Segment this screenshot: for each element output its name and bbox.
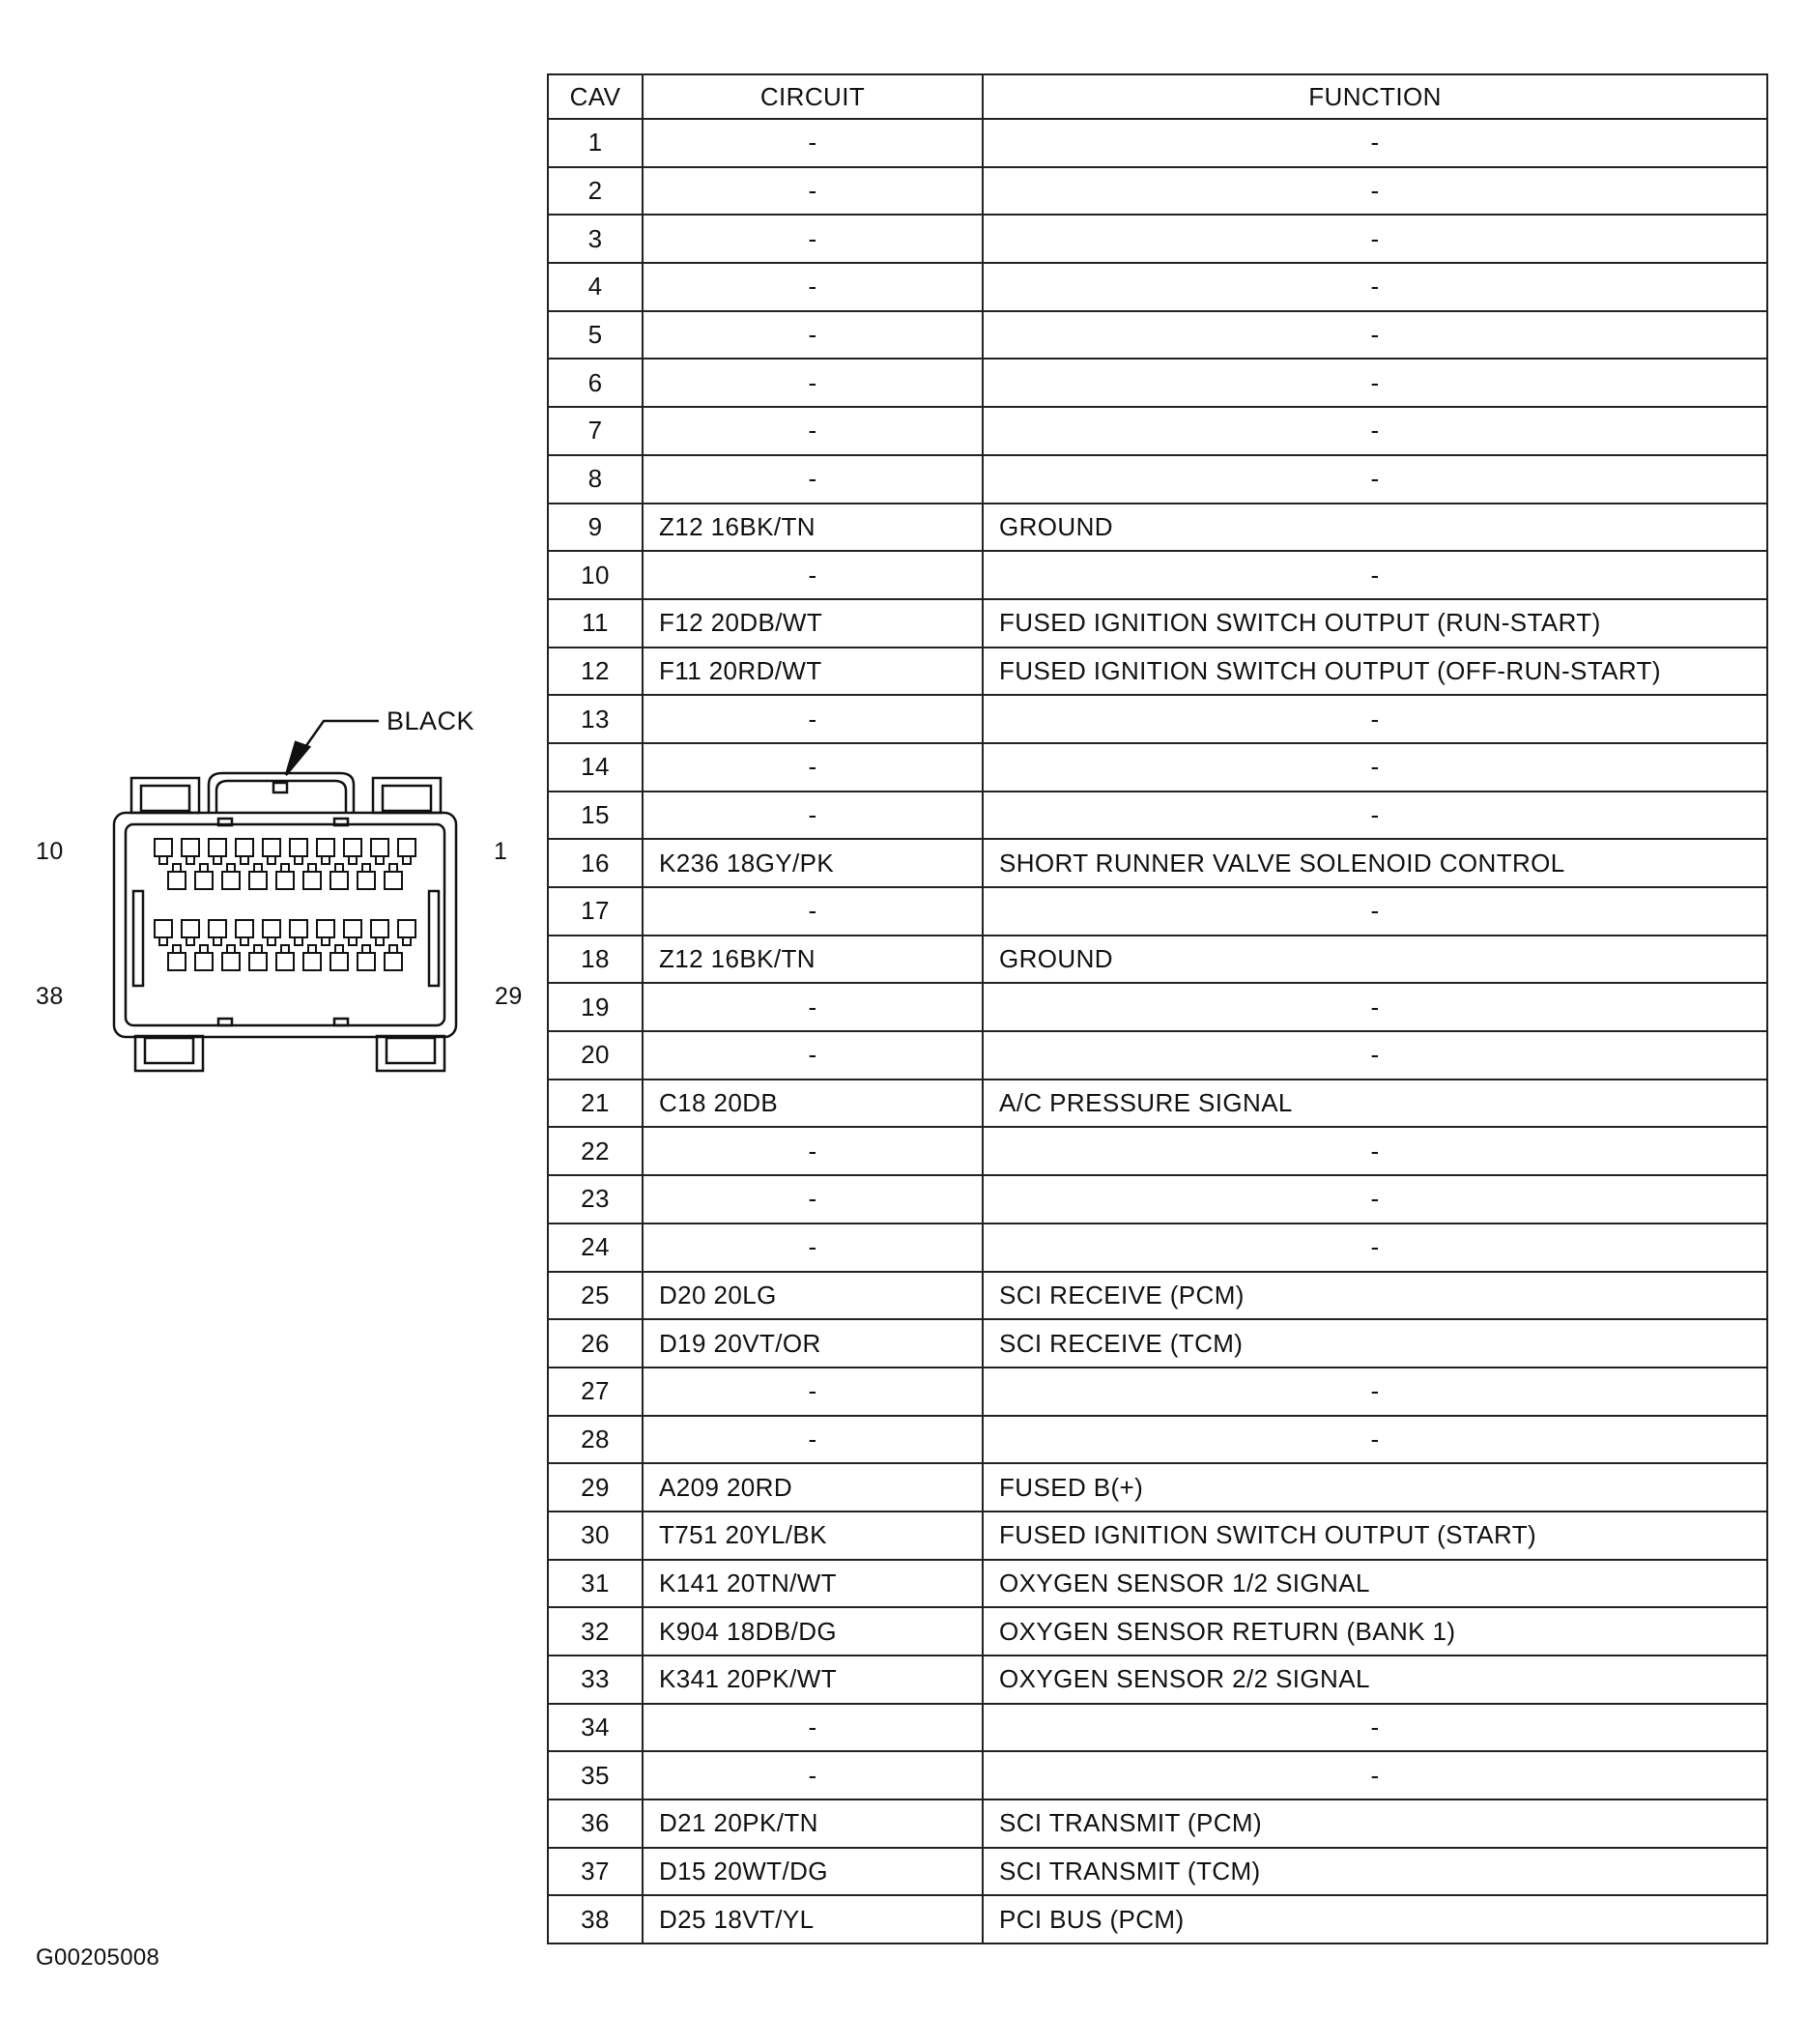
circuit-cell: - <box>643 1031 983 1080</box>
pin-cavity-tab <box>159 856 167 864</box>
cav-cell: 1 <box>548 119 643 167</box>
table-row <box>548 1319 1767 1367</box>
header-function: FUNCTION <box>983 74 1767 119</box>
pin-cavity-tab <box>403 937 411 945</box>
pin-cavity <box>344 839 361 856</box>
pin-cavity-tab <box>186 937 194 945</box>
pin-cavity <box>263 920 280 937</box>
circuit-cell: Z12 16BK/TN <box>643 936 983 984</box>
circuit-cell: - <box>643 1367 983 1416</box>
table-row <box>548 1367 1767 1416</box>
function-cell: - <box>983 1367 1767 1416</box>
pin-cavity <box>385 872 402 889</box>
function-cell: - <box>983 983 1767 1031</box>
black-arrowhead <box>286 742 309 775</box>
table-row <box>548 359 1767 407</box>
function-cell: SHORT RUNNER VALVE SOLENOID CONTROL <box>983 839 1767 887</box>
cav-cell: 13 <box>548 695 643 743</box>
function-cell: A/C PRESSURE SIGNAL <box>983 1080 1767 1128</box>
pin-cavity <box>358 953 375 970</box>
pin-cavity <box>371 920 388 937</box>
circuit-cell: - <box>643 551 983 599</box>
cav-cell: 23 <box>548 1175 643 1224</box>
function-cell: - <box>983 1751 1767 1799</box>
table-row <box>548 1607 1767 1655</box>
figure-id: G00205008 <box>36 1944 160 1971</box>
function-cell: SCI TRANSMIT (TCM) <box>983 1848 1767 1896</box>
pin-cavity <box>358 872 375 889</box>
pin-label-10: 10 <box>36 838 64 865</box>
pin-cavity <box>303 953 321 970</box>
table-row <box>548 504 1767 552</box>
function-cell: - <box>983 359 1767 407</box>
pin-cavity <box>209 920 226 937</box>
cav-cell: 27 <box>548 1367 643 1416</box>
pin-cavity <box>182 920 199 937</box>
function-cell: PCI BUS (PCM) <box>983 1895 1767 1943</box>
cav-cell: 3 <box>548 215 643 263</box>
circuit-cell: K341 20PK/WT <box>643 1655 983 1704</box>
function-cell: - <box>983 119 1767 167</box>
cav-cell: 24 <box>548 1224 643 1272</box>
pin-cavity-tab <box>241 937 248 945</box>
cav-cell: 25 <box>548 1272 643 1320</box>
table-row <box>548 1799 1767 1848</box>
cav-cell: 29 <box>548 1463 643 1511</box>
pinout-table <box>547 73 1768 1944</box>
pin-cavity <box>398 920 415 937</box>
function-cell: - <box>983 1127 1767 1175</box>
pin-cavity <box>385 953 402 970</box>
function-cell: - <box>983 167 1767 216</box>
cav-cell: 33 <box>548 1655 643 1704</box>
table-row <box>548 887 1767 936</box>
pin-cavity-tab <box>376 937 384 945</box>
pin-cavity-tab <box>254 864 262 872</box>
pin-label-1: 1 <box>494 838 508 865</box>
pin-cavity-tab <box>349 937 357 945</box>
circuit-cell: - <box>643 1127 983 1175</box>
pin-cavity <box>222 872 240 889</box>
table-row <box>548 1704 1767 1752</box>
header-cav: CAV <box>548 74 643 119</box>
pin-cavity-tab <box>173 945 181 953</box>
function-cell: - <box>983 792 1767 840</box>
function-cell: FUSED B(+) <box>983 1463 1767 1511</box>
pin-cavity <box>182 839 199 856</box>
pin-cavity-tab <box>349 856 357 864</box>
pin-cavity <box>155 839 172 856</box>
cav-cell: 34 <box>548 1704 643 1752</box>
function-cell: - <box>983 1224 1767 1272</box>
cav-cell: 5 <box>548 311 643 360</box>
circuit-cell: - <box>643 1224 983 1272</box>
function-cell: - <box>983 1175 1767 1224</box>
table-row <box>548 1080 1767 1128</box>
table-row <box>548 407 1767 455</box>
pin-label-29: 29 <box>495 983 523 1010</box>
circuit-cell: - <box>643 792 983 840</box>
table-row <box>548 1560 1767 1608</box>
pin-cavity-tab <box>241 856 248 864</box>
pin-cavity-tab <box>322 856 329 864</box>
cav-cell: 14 <box>548 743 643 792</box>
table-row <box>548 1511 1767 1560</box>
cav-cell: 31 <box>548 1560 643 1608</box>
cav-cell: 26 <box>548 1319 643 1367</box>
circuit-cell: C18 20DB <box>643 1080 983 1128</box>
pin-cavity-tab <box>159 937 167 945</box>
table-row <box>548 263 1767 311</box>
circuit-cell: - <box>643 1704 983 1752</box>
function-cell: - <box>983 1031 1767 1080</box>
cav-cell: 12 <box>548 648 643 696</box>
function-cell: OXYGEN SENSOR 1/2 SIGNAL <box>983 1560 1767 1608</box>
circuit-cell: F12 20DB/WT <box>643 599 983 648</box>
function-cell: - <box>983 215 1767 263</box>
pin-cavity-tab <box>308 864 316 872</box>
function-cell: SCI RECEIVE (PCM) <box>983 1272 1767 1320</box>
function-cell: - <box>983 455 1767 504</box>
table-row <box>548 839 1767 887</box>
function-cell: SCI RECEIVE (TCM) <box>983 1319 1767 1367</box>
circuit-cell: - <box>643 311 983 360</box>
table-row <box>548 551 1767 599</box>
pin-cavity-tab <box>335 945 343 953</box>
circuit-cell: - <box>643 743 983 792</box>
circuit-cell: D20 20LG <box>643 1272 983 1320</box>
pin-cavity <box>236 839 253 856</box>
table-row <box>548 455 1767 504</box>
pin-label-38: 38 <box>36 983 64 1010</box>
circuit-cell: - <box>643 695 983 743</box>
function-cell: - <box>983 1416 1767 1464</box>
table-row <box>548 743 1767 792</box>
table-row <box>548 167 1767 216</box>
table-row <box>548 1175 1767 1224</box>
function-cell: OXYGEN SENSOR RETURN (BANK 1) <box>983 1607 1767 1655</box>
circuit-cell: T751 20YL/BK <box>643 1511 983 1560</box>
pin-cavities <box>155 839 415 970</box>
pin-cavity-tab <box>295 937 302 945</box>
circuit-cell: - <box>643 263 983 311</box>
cav-cell: 18 <box>548 936 643 984</box>
circuit-cell: - <box>643 1175 983 1224</box>
cav-cell: 2 <box>548 167 643 216</box>
circuit-cell: D21 20PK/TN <box>643 1799 983 1848</box>
table-body <box>548 119 1767 1943</box>
cav-cell: 19 <box>548 983 643 1031</box>
pin-cavity <box>249 953 267 970</box>
function-cell: - <box>983 311 1767 360</box>
cav-cell: 32 <box>548 1607 643 1655</box>
cav-cell: 15 <box>548 792 643 840</box>
table-row <box>548 1031 1767 1080</box>
table-row <box>548 1895 1767 1943</box>
table-row <box>548 1416 1767 1464</box>
table-row <box>548 119 1767 167</box>
circuit-cell: K141 20TN/WT <box>643 1560 983 1608</box>
table-row <box>548 1127 1767 1175</box>
pin-cavity <box>290 839 307 856</box>
pin-cavity-tab <box>308 945 316 953</box>
pin-cavity-tab <box>254 945 262 953</box>
header-circuit: CIRCUIT <box>643 74 983 119</box>
table-row <box>548 1224 1767 1272</box>
function-cell: SCI TRANSMIT (PCM) <box>983 1799 1767 1848</box>
pin-cavity-tab <box>295 856 302 864</box>
circuit-cell: D25 18VT/YL <box>643 1895 983 1943</box>
pin-cavity-tab <box>186 856 194 864</box>
pin-cavity-tab <box>362 945 370 953</box>
cav-cell: 16 <box>548 839 643 887</box>
pin-cavity <box>276 872 294 889</box>
pin-cavity <box>330 953 348 970</box>
pin-cavity <box>236 920 253 937</box>
circuit-cell: F11 20RD/WT <box>643 648 983 696</box>
pin-cavity <box>249 872 267 889</box>
function-cell: - <box>983 1704 1767 1752</box>
table-row <box>548 599 1767 648</box>
pin-cavity-tab <box>227 864 235 872</box>
pin-cavity-tab <box>403 856 411 864</box>
cav-cell: 22 <box>548 1127 643 1175</box>
table-row <box>548 936 1767 984</box>
circuit-cell: - <box>643 167 983 216</box>
pin-cavity <box>344 920 361 937</box>
function-cell: - <box>983 887 1767 936</box>
cav-cell: 36 <box>548 1799 643 1848</box>
pin-cavity-tab <box>376 856 384 864</box>
cav-cell: 11 <box>548 599 643 648</box>
function-cell: OXYGEN SENSOR 2/2 SIGNAL <box>983 1655 1767 1704</box>
pin-cavity-tab <box>389 945 397 953</box>
pin-cavity <box>195 953 213 970</box>
function-cell: - <box>983 551 1767 599</box>
function-cell: FUSED IGNITION SWITCH OUTPUT (RUN-START) <box>983 599 1767 648</box>
table-header-row <box>548 74 1767 119</box>
circuit-cell: - <box>643 1751 983 1799</box>
table-row <box>548 1751 1767 1799</box>
black-leader-line <box>294 721 379 763</box>
table-row <box>548 1272 1767 1320</box>
function-cell: - <box>983 743 1767 792</box>
cav-cell: 7 <box>548 407 643 455</box>
pin-cavity-tab <box>281 864 289 872</box>
circuit-cell: - <box>643 887 983 936</box>
pin-cavity <box>195 872 213 889</box>
circuit-cell: Z12 16BK/TN <box>643 504 983 552</box>
circuit-cell: A209 20RD <box>643 1463 983 1511</box>
function-cell: FUSED IGNITION SWITCH OUTPUT (START) <box>983 1511 1767 1560</box>
circuit-cell: K236 18GY/PK <box>643 839 983 887</box>
cav-cell: 35 <box>548 1751 643 1799</box>
cav-cell: 20 <box>548 1031 643 1080</box>
function-cell: - <box>983 407 1767 455</box>
pin-cavity <box>209 839 226 856</box>
table-row <box>548 1848 1767 1896</box>
table-row <box>548 311 1767 360</box>
table-row <box>548 215 1767 263</box>
connector-housing <box>114 813 456 1037</box>
cav-cell: 6 <box>548 359 643 407</box>
circuit-cell: - <box>643 983 983 1031</box>
connector-diagram <box>0 0 541 1092</box>
function-cell: GROUND <box>983 504 1767 552</box>
pin-cavity-tab <box>227 945 235 953</box>
pin-cavity <box>317 839 334 856</box>
function-cell: - <box>983 263 1767 311</box>
cav-cell: 28 <box>548 1416 643 1464</box>
pin-cavity-tab <box>268 937 275 945</box>
function-cell: FUSED IGNITION SWITCH OUTPUT (OFF-RUN-START) <box>983 648 1767 696</box>
pin-cavity <box>155 920 172 937</box>
cav-cell: 17 <box>548 887 643 936</box>
pin-cavity-tab <box>214 856 221 864</box>
circuit-cell: - <box>643 359 983 407</box>
cav-cell: 8 <box>548 455 643 504</box>
cav-cell: 38 <box>548 1895 643 1943</box>
function-cell: - <box>983 695 1767 743</box>
pin-cavity <box>330 872 348 889</box>
cav-cell: 30 <box>548 1511 643 1560</box>
pin-cavity <box>222 953 240 970</box>
pin-cavity <box>371 839 388 856</box>
pin-cavity-tab <box>281 945 289 953</box>
cav-cell: 37 <box>548 1848 643 1896</box>
pin-cavity-tab <box>200 945 208 953</box>
cav-cell: 21 <box>548 1080 643 1128</box>
table-row <box>548 695 1767 743</box>
circuit-cell: - <box>643 1416 983 1464</box>
table-row <box>548 648 1767 696</box>
circuit-cell: - <box>643 215 983 263</box>
table-row <box>548 1655 1767 1704</box>
pin-cavity-tab <box>268 856 275 864</box>
pin-cavity-tab <box>200 864 208 872</box>
function-cell: GROUND <box>983 936 1767 984</box>
connector-color-label: BLACK <box>387 706 475 735</box>
pin-cavity <box>263 839 280 856</box>
table-row <box>548 983 1767 1031</box>
pin-cavity <box>398 839 415 856</box>
circuit-cell: - <box>643 407 983 455</box>
pin-cavity-tab <box>322 937 329 945</box>
circuit-cell: - <box>643 119 983 167</box>
pin-cavity <box>290 920 307 937</box>
pin-cavity <box>276 953 294 970</box>
table-row <box>548 792 1767 840</box>
table-row <box>548 1463 1767 1511</box>
pin-cavity-tab <box>173 864 181 872</box>
pin-cavity-tab <box>389 864 397 872</box>
pin-cavity <box>168 953 186 970</box>
pin-cavity-tab <box>362 864 370 872</box>
circuit-cell: K904 18DB/DG <box>643 1607 983 1655</box>
cav-cell: 4 <box>548 263 643 311</box>
pin-cavity <box>317 920 334 937</box>
cav-cell: 10 <box>548 551 643 599</box>
pin-cavity <box>303 872 321 889</box>
pin-cavity <box>168 872 186 889</box>
circuit-cell: D19 20VT/OR <box>643 1319 983 1367</box>
pin-cavity-tab <box>335 864 343 872</box>
cav-cell: 9 <box>548 504 643 552</box>
pin-cavity-tab <box>214 937 221 945</box>
circuit-cell: D15 20WT/DG <box>643 1848 983 1896</box>
circuit-cell: - <box>643 455 983 504</box>
